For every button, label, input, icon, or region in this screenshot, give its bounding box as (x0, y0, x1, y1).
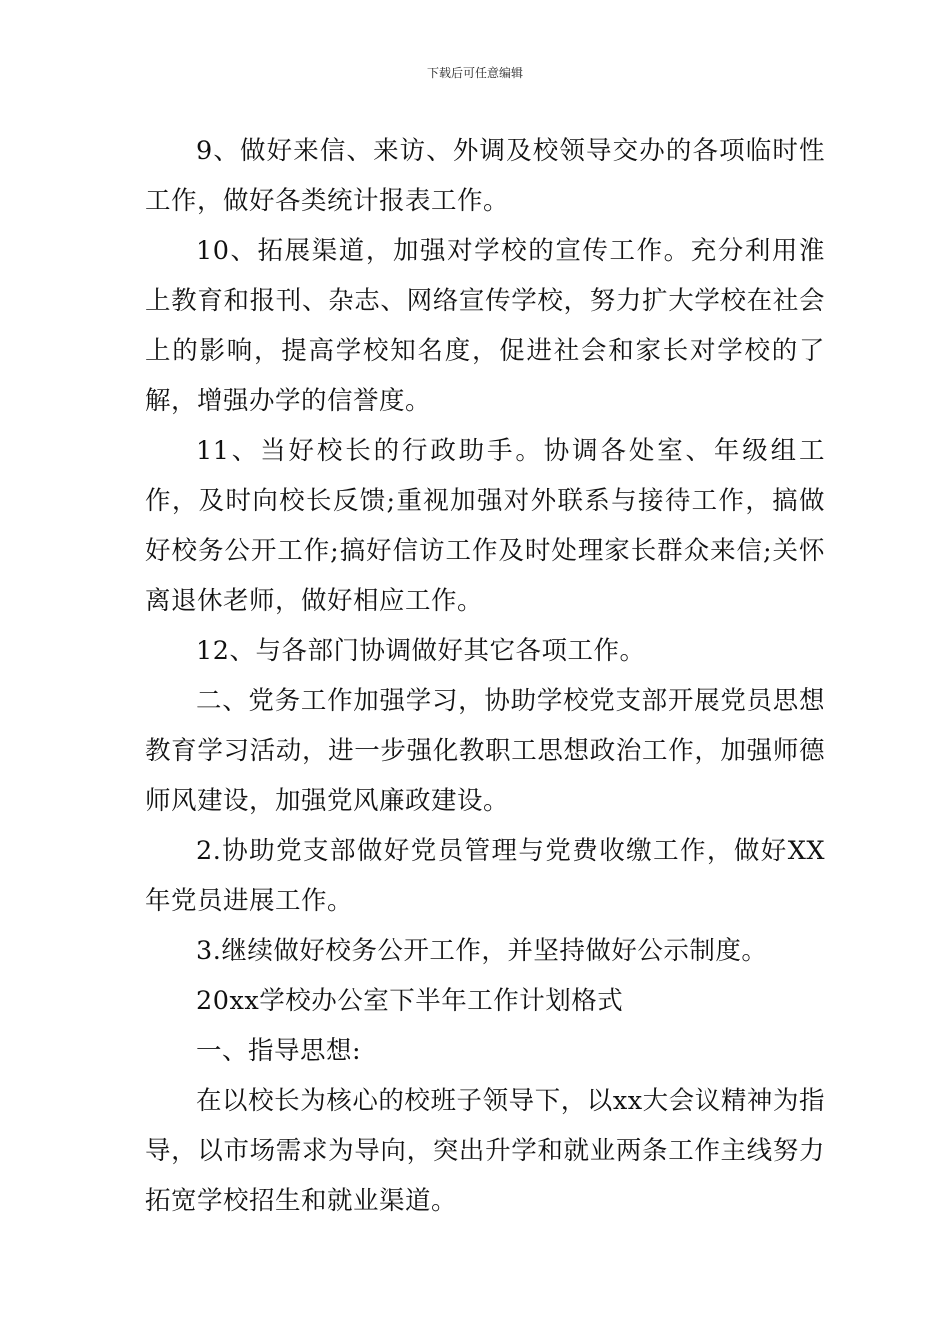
page-header: 下载后可任意编辑 (426, 66, 523, 80)
paragraph-party-item-3: 3.继续做好校务公开工作，并坚持做好公示制度。 (196, 936, 768, 966)
document-body (145, 126, 825, 1226)
subsection-heading: 一、指导思想: (196, 1036, 362, 1066)
paragraph-party-work: 二、党务工作加强学习，协助学校党支部开展党员思想教育学习活动，进一步强化教职工思想政治工作，加强师德师风建设，加强党风廉政建设。 (145, 686, 825, 816)
paragraph-item-12: 12、与各部门协调做好其它各项工作。 (196, 636, 646, 666)
paragraph-guiding-idea: 在以校长为核心的校班子领导下，以xx大会议精神为指导，以市场需求为导向，突出升学和就业两条工作主线努力拓宽学校招生和就业渠道。 (145, 1086, 825, 1216)
paragraph-item-10: 10、拓展渠道，加强对学校的宣传工作。充分利用淮上教育和报刊、杂志、网络宣传学校，努力扩大学校在社会上的影响，提高学校知名度，促进社会和家长对学校的了解，增强办学的信誉度。 (145, 236, 825, 416)
paragraph-item-9: 9、做好来信、来访、外调及校领导交办的各项临时性工作，做好各类统计报表工作。 (145, 136, 825, 216)
paragraph-item-11: 11、当好校长的行政助手。协调各处室、年级组工作，及时向校长反馈;重视加强对外联系与接待工作，搞做好校务公开工作;搞好信访工作及时处理家长群众来信;关怀离退休老师，做好相应工作。 (145, 436, 825, 616)
section-heading: 20xx学校办公室下半年工作计划格式 (196, 986, 624, 1016)
paragraph-party-item-2: 2.协助党支部做好党员管理与党费收缴工作，做好XX年党员进展工作。 (145, 836, 825, 916)
